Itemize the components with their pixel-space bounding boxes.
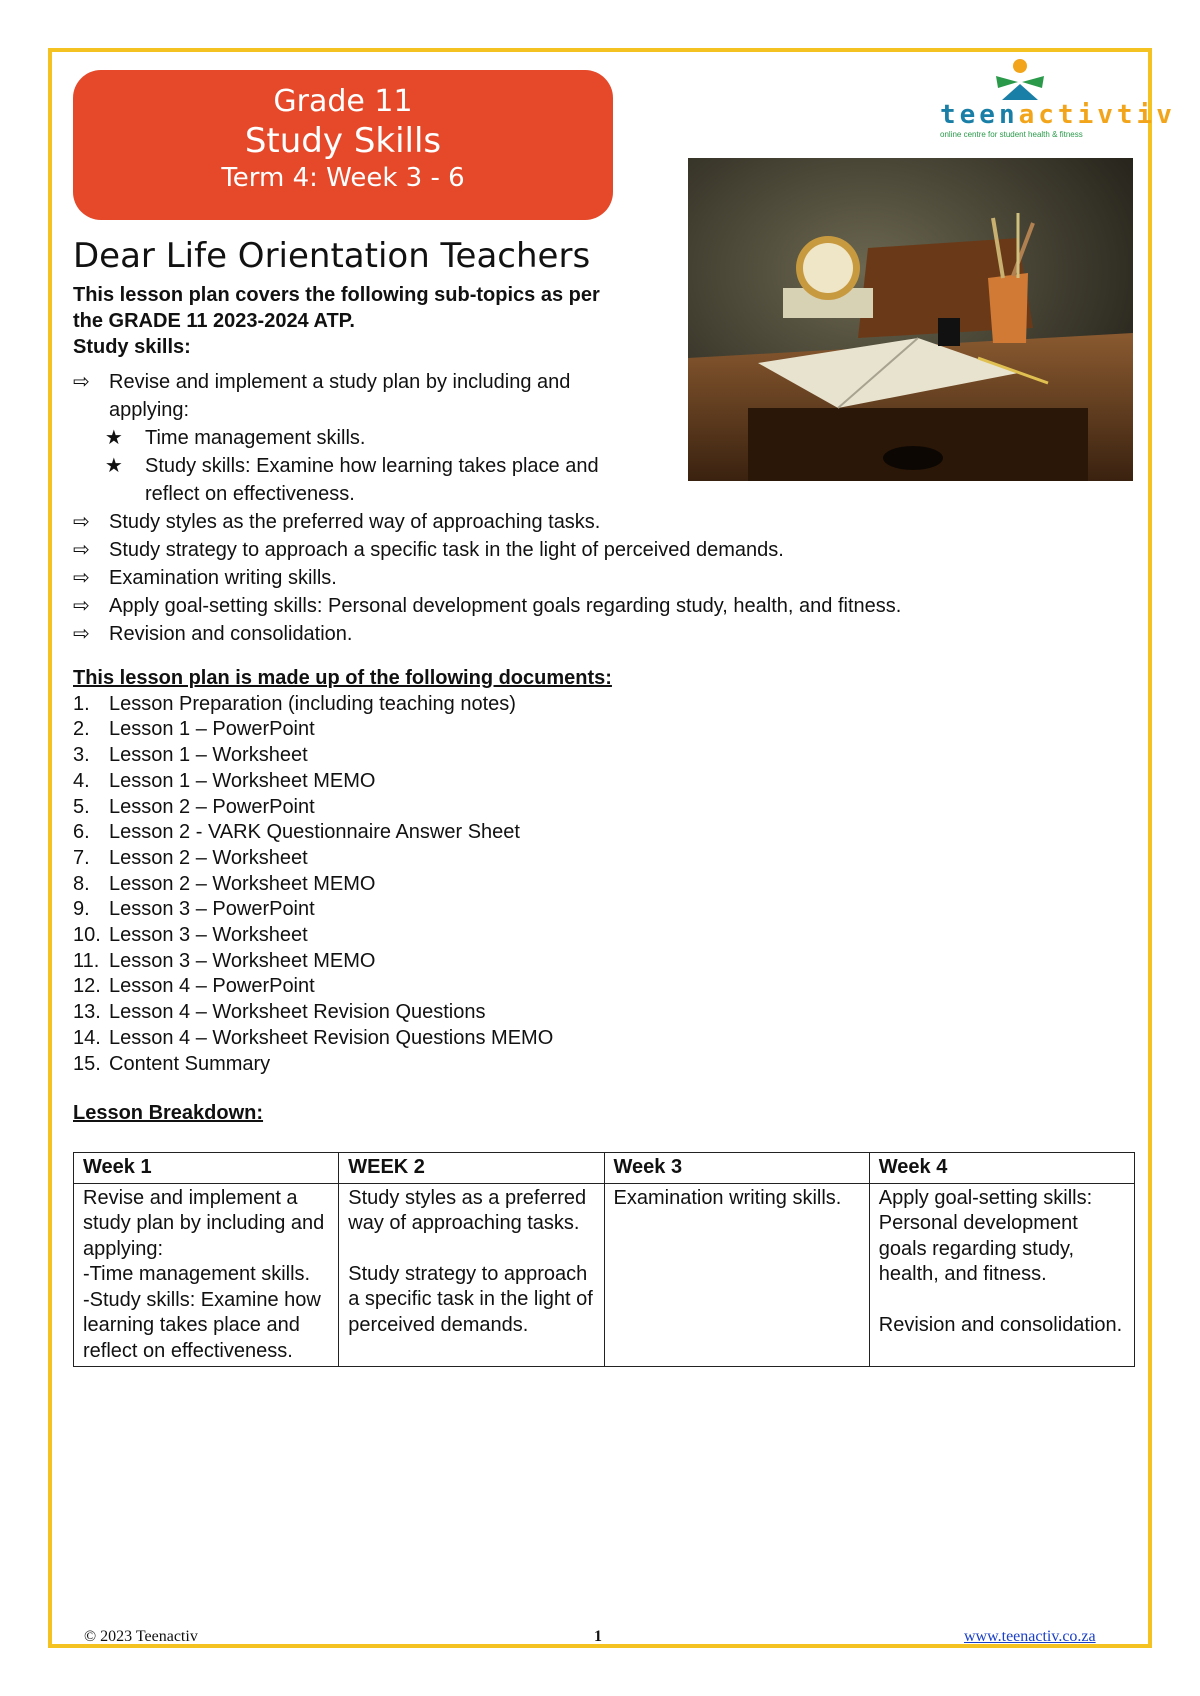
list-item: 7. Lesson 2 – Worksheet bbox=[73, 846, 308, 869]
arrow-icon: ⇨ bbox=[73, 511, 90, 533]
list-item: 13. Lesson 4 – Worksheet Revision Questions bbox=[73, 1001, 486, 1024]
star-icon: ★ bbox=[104, 427, 145, 449]
column-header: Week 4 bbox=[869, 1153, 1134, 1184]
column-header: Week 3 bbox=[604, 1153, 869, 1184]
list-item: ⇨ Study strategy to approach a specific task in the light of perceived demands. bbox=[73, 536, 713, 564]
list-item: ★ Study skills: Examine how learning takes place and reflect on effectiveness. bbox=[73, 452, 713, 508]
table-cell: Apply goal-setting skills: Personal development goals regarding study, health, and fitness. Revision and consolidation. bbox=[869, 1183, 1134, 1367]
arrow-icon: ⇨ bbox=[73, 539, 90, 561]
list-item: 12. Lesson 4 – PowerPoint bbox=[73, 975, 315, 998]
list-item: 9. Lesson 3 – PowerPoint bbox=[73, 898, 315, 921]
intro-text bbox=[73, 282, 673, 360]
list-item: 10. Lesson 3 – Worksheet bbox=[73, 924, 308, 947]
list-item: ⇨ Apply goal-setting skills: Personal development goals regarding study, health, and fitness. bbox=[73, 592, 713, 620]
list-item: 11. Lesson 3 – Worksheet MEMO bbox=[73, 949, 376, 972]
list-item: 3. Lesson 1 – Worksheet bbox=[73, 744, 308, 767]
column-header: Week 1 bbox=[74, 1153, 339, 1184]
list-item: 8. Lesson 2 – Worksheet MEMO bbox=[73, 872, 376, 895]
page-heading: Dear Life Orientation Teachers bbox=[73, 236, 591, 276]
logo-figure-icon bbox=[990, 58, 1050, 102]
table-cell: Revise and implement a study plan by including and applying: -Time management skills. -Study skills: Examine how learning takes place and reflect on effectiveness. bbox=[74, 1183, 339, 1367]
arrow-icon: ⇨ bbox=[73, 371, 90, 393]
list-item: 1. Lesson Preparation (including teaching notes) bbox=[73, 692, 516, 715]
lesson-breakdown-table bbox=[73, 1152, 1135, 1367]
list-item: 4. Lesson 1 – Worksheet MEMO bbox=[73, 769, 376, 792]
desk-study-photo bbox=[688, 158, 1133, 481]
logo-tagline: online centre for student health & fitness bbox=[940, 130, 1083, 139]
list-item: 2. Lesson 1 – PowerPoint bbox=[73, 718, 315, 741]
footer-copyright: © 2023 Teenactiv bbox=[84, 1628, 198, 1645]
intro-line-2: the GRADE 11 2023-2024 ATP. bbox=[73, 310, 355, 332]
list-item: 15. Content Summary bbox=[73, 1052, 271, 1075]
table-header-row bbox=[74, 1153, 1135, 1184]
arrow-icon: ⇨ bbox=[73, 595, 90, 617]
footer-page-number: 1 bbox=[594, 1628, 602, 1645]
term-label: Term 4: Week 3 - 6 bbox=[221, 163, 465, 193]
list-item: 5. Lesson 2 – PowerPoint bbox=[73, 795, 315, 818]
star-icon: ★ bbox=[104, 455, 145, 477]
arrow-icon: ⇨ bbox=[73, 567, 90, 589]
subtopic-list bbox=[73, 368, 902, 648]
subject-title: Study Skills bbox=[244, 121, 442, 161]
breakdown-heading: Lesson Breakdown: bbox=[73, 1102, 264, 1124]
table-row bbox=[74, 1183, 1135, 1367]
footer-website-link[interactable]: www.teenactiv.co.za bbox=[964, 1628, 1096, 1645]
list-item: ★ Time management skills. bbox=[73, 424, 713, 452]
column-header: WEEK 2 bbox=[339, 1153, 604, 1184]
logo-wordmark: teenactivtiv bbox=[940, 100, 1176, 130]
documents-heading: This lesson plan is made up of the following documents: bbox=[73, 667, 612, 689]
list-item: ⇨ Revise and implement a study plan by including and applying: bbox=[73, 368, 713, 424]
list-item: 6. Lesson 2 - VARK Questionnaire Answer Sheet bbox=[73, 821, 520, 844]
title-banner bbox=[73, 70, 613, 220]
list-item: ⇨ Revision and consolidation. bbox=[73, 620, 713, 648]
list-item: 14. Lesson 4 – Worksheet Revision Questions MEMO bbox=[73, 1026, 554, 1049]
arrow-icon: ⇨ bbox=[73, 623, 90, 645]
documents-list bbox=[73, 666, 612, 1077]
list-item: ⇨ Study styles as the preferred way of approaching tasks. bbox=[73, 508, 713, 536]
intro-line-1: This lesson plan covers the following sub-topics as per bbox=[73, 284, 600, 306]
topic-label: Study skills: bbox=[73, 336, 191, 358]
list-item: ⇨ Examination writing skills. bbox=[73, 564, 713, 592]
table-cell: Examination writing skills. bbox=[604, 1183, 869, 1367]
grade-label: Grade 11 bbox=[273, 84, 413, 119]
table-cell: Study styles as a preferred way of approaching tasks. Study strategy to approach a specific task in the light of perceived demands. bbox=[339, 1183, 604, 1367]
teenactiv-logo bbox=[940, 58, 1200, 138]
